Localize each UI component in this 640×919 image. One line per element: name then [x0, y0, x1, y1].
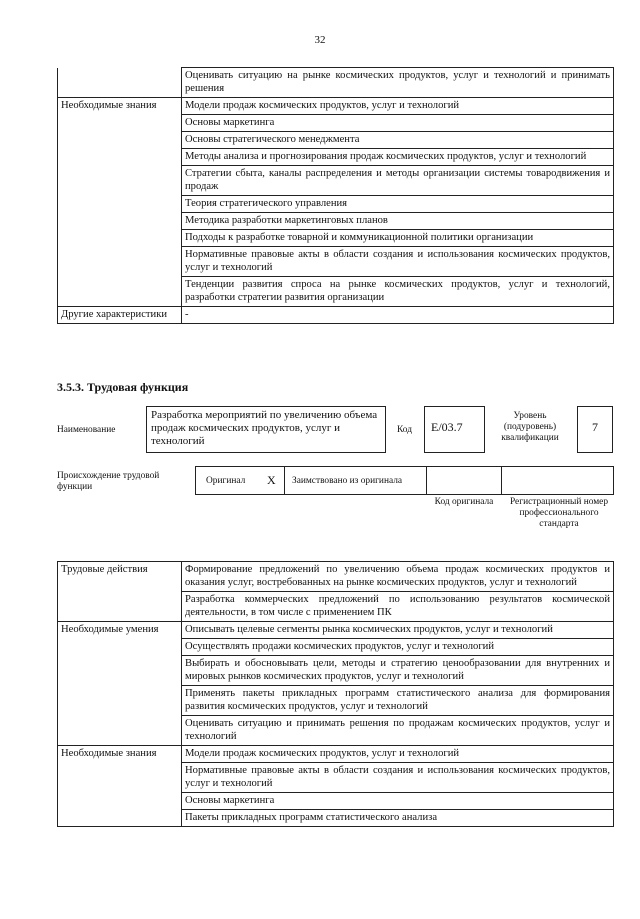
table-cell: Тенденции развития спроса на рынке космических продуктов, услуг и технологий, разработки стратегии развития организации	[182, 277, 614, 307]
function-name-box	[146, 406, 386, 453]
original-label: Оригинал	[206, 476, 246, 486]
level-value: 7	[592, 420, 598, 434]
table-cell: Стратегии сбыта, каналы распределения и методы организации системы товародвижения и продаж	[182, 166, 614, 196]
origin-label: Происхождение трудовой функции	[57, 471, 160, 492]
section-heading: 3.5.3. Трудовая функция	[57, 380, 189, 394]
level-label: Уровень (подуровень) квалификации	[501, 411, 559, 443]
page-number: 32	[314, 34, 326, 46]
row-label: Другие характеристики	[58, 307, 182, 324]
row-label: Необходимые знания	[58, 98, 182, 307]
table-cell: Основы стратегического менеджмента	[182, 132, 614, 149]
borrowed-label: Заимствовано из оригинала	[292, 476, 403, 486]
table-cell: Пакеты прикладных программ статистического анализа	[182, 810, 614, 827]
table-cell: Применять пакеты прикладных программ статистического анализа для формирования развития космических продуктов, услуг и технологий	[182, 686, 614, 716]
code-caption: Код оригинала	[434, 497, 494, 507]
code-label: Код	[397, 425, 412, 435]
row-label	[58, 68, 182, 98]
table-row	[58, 622, 614, 639]
table-cell: Подходы к разработке товарной и коммуникационной политики организации	[182, 230, 614, 247]
table-cell: Описывать целевые сегменты рынка космических продуктов, услуг и технологий	[182, 622, 614, 639]
table-row	[58, 746, 614, 763]
table-cell: Осуществлять продажи космических продуктов, услуг и технологий	[182, 639, 614, 656]
table-cell: Формирование предложений по увеличению объема продаж космических продуктов и оказания услуг, востребованных на рынке космических продуктов, услуг и технологий	[182, 562, 614, 592]
divider	[501, 467, 502, 494]
name-label: Наименование	[57, 425, 116, 435]
row-label: Необходимые умения	[58, 622, 182, 746]
table-cell: Выбирать и обосновывать цели, методы и стратегию ценообразовании для внутренних и мировых рынков космических продуктов, услуг и технологий	[182, 656, 614, 686]
table-row	[58, 307, 614, 324]
table-row	[58, 98, 614, 115]
divider	[284, 467, 285, 494]
level-box	[577, 406, 613, 453]
function-code-box	[424, 406, 485, 453]
reg-caption: Регистрационный номер профессионального стандарта	[509, 497, 609, 529]
labor-function-table	[57, 561, 614, 827]
table-cell: Основы маркетинга	[182, 793, 614, 810]
table-cell: Основы маркетинга	[182, 115, 614, 132]
original-mark: X	[267, 473, 276, 487]
table-cell: Нормативные правовые акты в области создания и использования космических продуктов, услуг и технологий	[182, 247, 614, 277]
knowledge-table-continued	[57, 67, 614, 324]
table-row	[58, 68, 614, 98]
table-cell: Методы анализа и прогнозирования продаж космических продуктов, услуг и технологий	[182, 149, 614, 166]
table-row	[58, 562, 614, 592]
divider	[426, 467, 427, 494]
row-label: Трудовые действия	[58, 562, 182, 622]
table-cell: Оценивать ситуацию на рынке космических продуктов, услуг и технологий и принимать решения	[182, 68, 614, 98]
table-cell: Нормативные правовые акты в области создания и использования космических продуктов, услуг и технологий	[182, 763, 614, 793]
table-cell: Оценивать ситуацию и принимать решения по продажам космических продуктов, услуг и технологий	[182, 716, 614, 746]
function-code: E/03.7	[431, 420, 463, 434]
table-cell: Модели продаж космических продуктов, услуг и технологий	[182, 746, 614, 763]
row-label: Необходимые знания	[58, 746, 182, 827]
table-cell: Методика разработки маркетинговых планов	[182, 213, 614, 230]
table-cell: Разработка коммерческих предложений по использованию результатов космической деятельности, в том числе с применением ПК	[182, 592, 614, 622]
origin-table	[195, 466, 614, 495]
function-name: Разработка мероприятий по увеличению объема продаж космических продуктов, услуг и технологий	[151, 409, 378, 447]
table-cell: Теория стратегического управления	[182, 196, 614, 213]
table-cell: -	[182, 307, 614, 324]
table-cell: Модели продаж космических продуктов, услуг и технологий	[182, 98, 614, 115]
